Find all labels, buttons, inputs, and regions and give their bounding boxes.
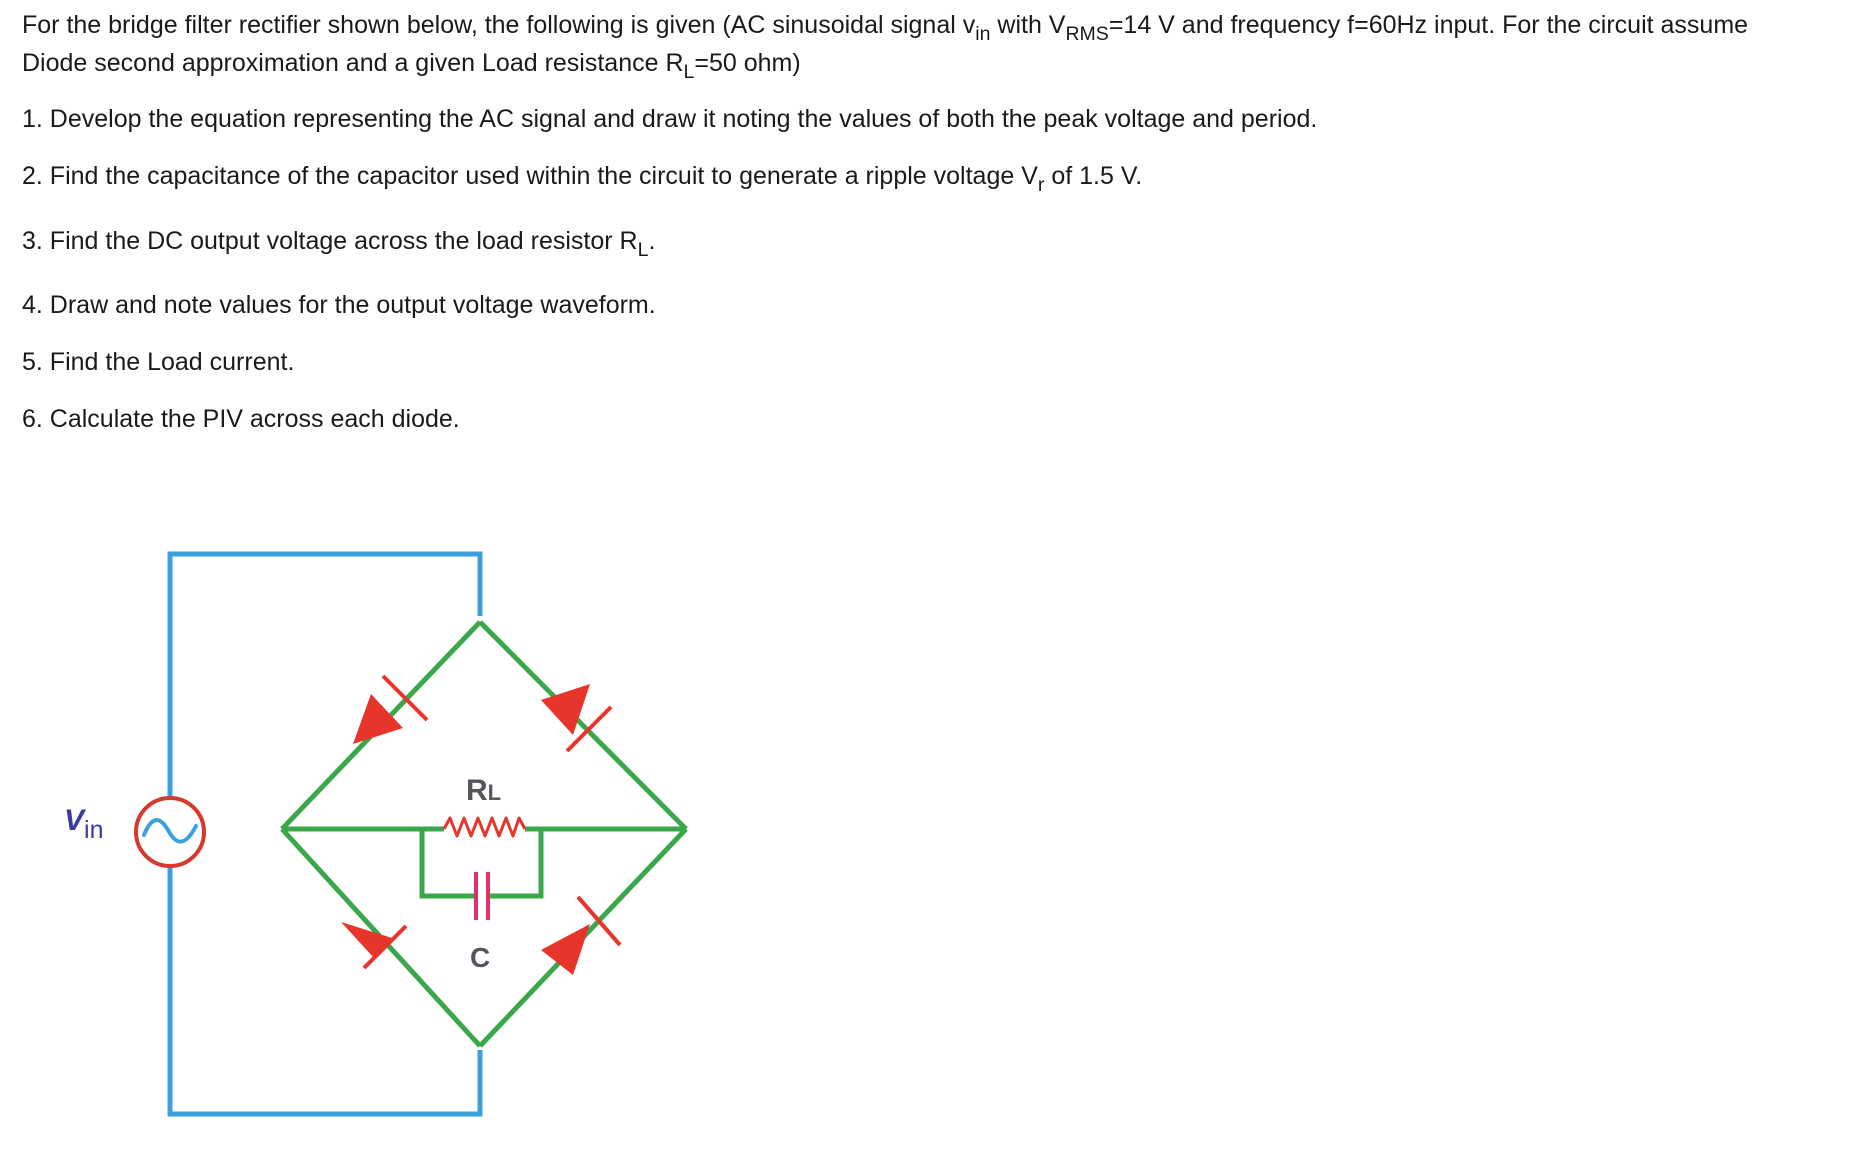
question-1-text: 1. Develop the equation representing the AC signal and draw it noting the values of both the peak voltage and period. bbox=[22, 105, 1318, 133]
question-4-text: 4. Draw and note values for the output voltage waveform. bbox=[22, 291, 656, 319]
source-wire bbox=[170, 554, 480, 1114]
question-6-text: 6. Calculate the PIV across each diode. bbox=[22, 405, 460, 433]
vin-label: $V_{in}$ bbox=[64, 804, 104, 844]
bridge-wire-top-right bbox=[480, 622, 686, 829]
question-3-text-1: 3. Find the DC output voltage across the load resistor R bbox=[22, 227, 638, 255]
capacitor-label: C bbox=[470, 942, 491, 973]
question-2-text-1: 2. Find the capacitance of the capacitor used within the circuit to generate a ripple voltage V bbox=[22, 162, 1038, 190]
intro-text-4: Diode second approximation and a given Load resistance R bbox=[22, 49, 684, 77]
intro-rl-subscript: L bbox=[683, 60, 695, 83]
question-3-text-2: . bbox=[648, 227, 656, 255]
question-2-subscript: r bbox=[1037, 173, 1045, 196]
intro-text-5: =50 ohm) bbox=[694, 49, 801, 77]
question-5-text: 5. Find the Load current. bbox=[22, 348, 295, 376]
capacitor-branch-wire bbox=[422, 829, 541, 896]
intro-text-2: with V bbox=[990, 11, 1066, 39]
question-2-text-2: of 1.5 V. bbox=[1044, 162, 1143, 190]
filter-capacitor bbox=[476, 872, 488, 920]
intro-text-1: For the bridge filter rectifier shown below, the following is given (AC sinusoidal signal v bbox=[22, 11, 976, 39]
question-3-subscript: L bbox=[637, 238, 649, 261]
resistor-label: RL bbox=[466, 774, 502, 807]
diode-bottom-right-triangle bbox=[541, 924, 590, 975]
load-resistor bbox=[444, 818, 525, 836]
intro-text-3: =14 V and frequency f=60Hz input. For the circuit assume bbox=[1108, 11, 1749, 39]
intro-rms-subscript: RMS bbox=[1065, 22, 1109, 45]
diode-top-left-triangle bbox=[353, 694, 403, 744]
intro-vin-subscript: in bbox=[975, 22, 991, 45]
diode-bottom-left-triangle bbox=[341, 922, 392, 958]
